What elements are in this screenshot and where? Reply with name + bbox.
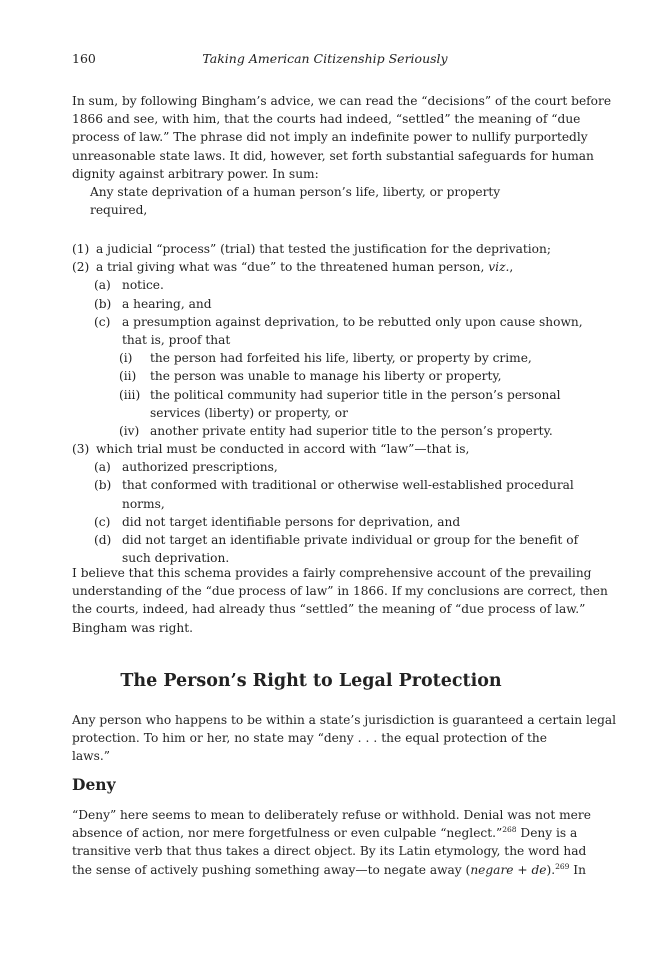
list-item [72, 422, 553, 440]
list-item-text: the political community had superior title in the person’s personal [150, 387, 561, 402]
list-item-continuation [72, 495, 550, 513]
text-line: Any person who happens to be within a state’s jurisdiction is guaranteed a certain legal [72, 713, 617, 727]
text-run: In [569, 862, 586, 877]
list-item [72, 240, 550, 258]
list-marker: (d) [94, 533, 112, 547]
text-line: In sum, by following Bingham’s advice, we can read the “decisions” of the court before [72, 94, 612, 108]
text-line: unreasonable state laws. It did, however, set forth substantial safeguards for human [72, 148, 594, 163]
list-marker: (iv) [119, 423, 140, 438]
list-item-text [96, 258, 513, 276]
list-item-text: norms, [122, 496, 165, 511]
italic-text: viz. [488, 260, 510, 275]
list-marker: (c) [94, 514, 111, 529]
subsection-heading: Deny [72, 775, 116, 794]
list-marker: (a) [94, 278, 111, 293]
running-head [72, 50, 578, 68]
list-item [72, 440, 550, 458]
list-marker: (iii) [119, 387, 141, 402]
text-line: I believe that this schema provides a fairly comprehensive account of the prevailing [72, 566, 592, 580]
list-marker: (a) [94, 460, 111, 475]
list-marker: (i) [119, 351, 133, 366]
list-marker: (b) [94, 478, 112, 493]
list-item-text: the person had forfeited his life, liberty, or property by crime, [150, 351, 532, 366]
list-item-text: such deprivation. [122, 551, 230, 566]
list-item-text: a judicial “process” (trial) that tested the justification for the deprivation; [96, 242, 551, 256]
list-item-continuation [72, 331, 550, 349]
list-marker: (b) [94, 296, 112, 311]
text-run: , [509, 260, 514, 275]
text-line: transitive verb that thus takes a direct object. By its Latin etymology, the word had [72, 844, 587, 859]
text-line: “Deny” here seems to mean to deliberately refuse or withhold. Denial was not mere [72, 808, 591, 822]
list-item-text: the person was unable to manage his liberty or property, [150, 369, 502, 384]
text-line [72, 824, 578, 842]
list-item-text: a presumption against deprivation, to be rebutted only upon cause shown, [122, 314, 583, 329]
list-item-text: authorized prescriptions, [122, 460, 278, 475]
list-item-text: did not target identifiable persons for deprivation, and [122, 514, 461, 529]
page-number: 160 [72, 51, 96, 66]
text-line: process of law.” The phrase did not imply an indefinite power to nullify purportedly [72, 130, 588, 145]
list-item-text: did not target an identifiable private individual or group for the benefit of [122, 533, 579, 547]
list-item-text: a hearing, and [122, 296, 212, 311]
text-line: protection. To him or her, no state may “deny . . . the equal protection of the laws.” [72, 731, 547, 764]
list-item [72, 367, 550, 385]
list-item [72, 476, 574, 494]
text-line: dignity against arbitrary power. In sum: [72, 166, 319, 181]
text-run: ). [546, 862, 556, 877]
list-item-text: another private entity had superior title to the person’s property. [150, 423, 553, 438]
list-item [72, 258, 550, 276]
list-item [72, 386, 561, 404]
text-line: 1866 and see, with him, that the courts had indeed, “settled” the meaning of “due [72, 112, 581, 127]
list-marker: (c) [94, 314, 111, 329]
list-item-text: that is, proof that [122, 332, 231, 347]
list-item [72, 349, 550, 367]
list-item-text: notice. [122, 278, 164, 293]
list-item-text: which trial must be conducted in accord with “law”—that is, [96, 442, 470, 457]
text-run: Deny is a [516, 826, 578, 841]
text-line: understanding of the “due process of law” in 1866. If my conclusions are correct, then [72, 584, 608, 599]
intro-paragraph [72, 92, 612, 183]
list-item [72, 313, 583, 331]
schema-lead-in: Any state deprivation of a human person’s life, liberty, or property required, [90, 185, 501, 218]
text-line: the courts, indeed, had already thus “settled” the meaning of “due process of law.” [72, 602, 586, 617]
deny-paragraph [72, 806, 591, 879]
footnote-marker: 268 [502, 825, 517, 835]
due-process-schema [72, 240, 583, 567]
list-marker: (2) [72, 260, 90, 275]
list-marker: (3) [72, 442, 90, 457]
list-marker: (1) [72, 242, 90, 256]
text-line: Bingham was right. [72, 620, 194, 635]
italic-text: negare + de [470, 862, 547, 877]
list-item [72, 531, 579, 549]
list-item [72, 276, 550, 294]
running-title: Taking American Citizenship Seriously [202, 51, 448, 66]
text-run: absence of action, nor mere forgetfulness or even culpable “neglect.” [72, 826, 503, 841]
footnote-marker: 269 [555, 861, 570, 871]
list-item-text: services (liberty) or property, or [150, 405, 348, 420]
list-item-text: that conformed with traditional or otherwise well-established procedural [122, 478, 574, 493]
text-run: the sense of actively pushing something away—to negate away ( [72, 862, 471, 877]
section-heading: The Person’s Right to Legal Protection [120, 671, 502, 691]
list-item [72, 295, 550, 313]
list-item-continuation [72, 404, 550, 422]
section-paragraph [72, 711, 617, 766]
text-run: a trial giving what was “due” to the threatened human person, [96, 260, 489, 275]
list-marker: (ii) [119, 369, 137, 384]
text-line [72, 861, 586, 879]
conclusion-paragraph [72, 564, 608, 637]
list-item [72, 458, 550, 476]
list-item [72, 513, 550, 531]
